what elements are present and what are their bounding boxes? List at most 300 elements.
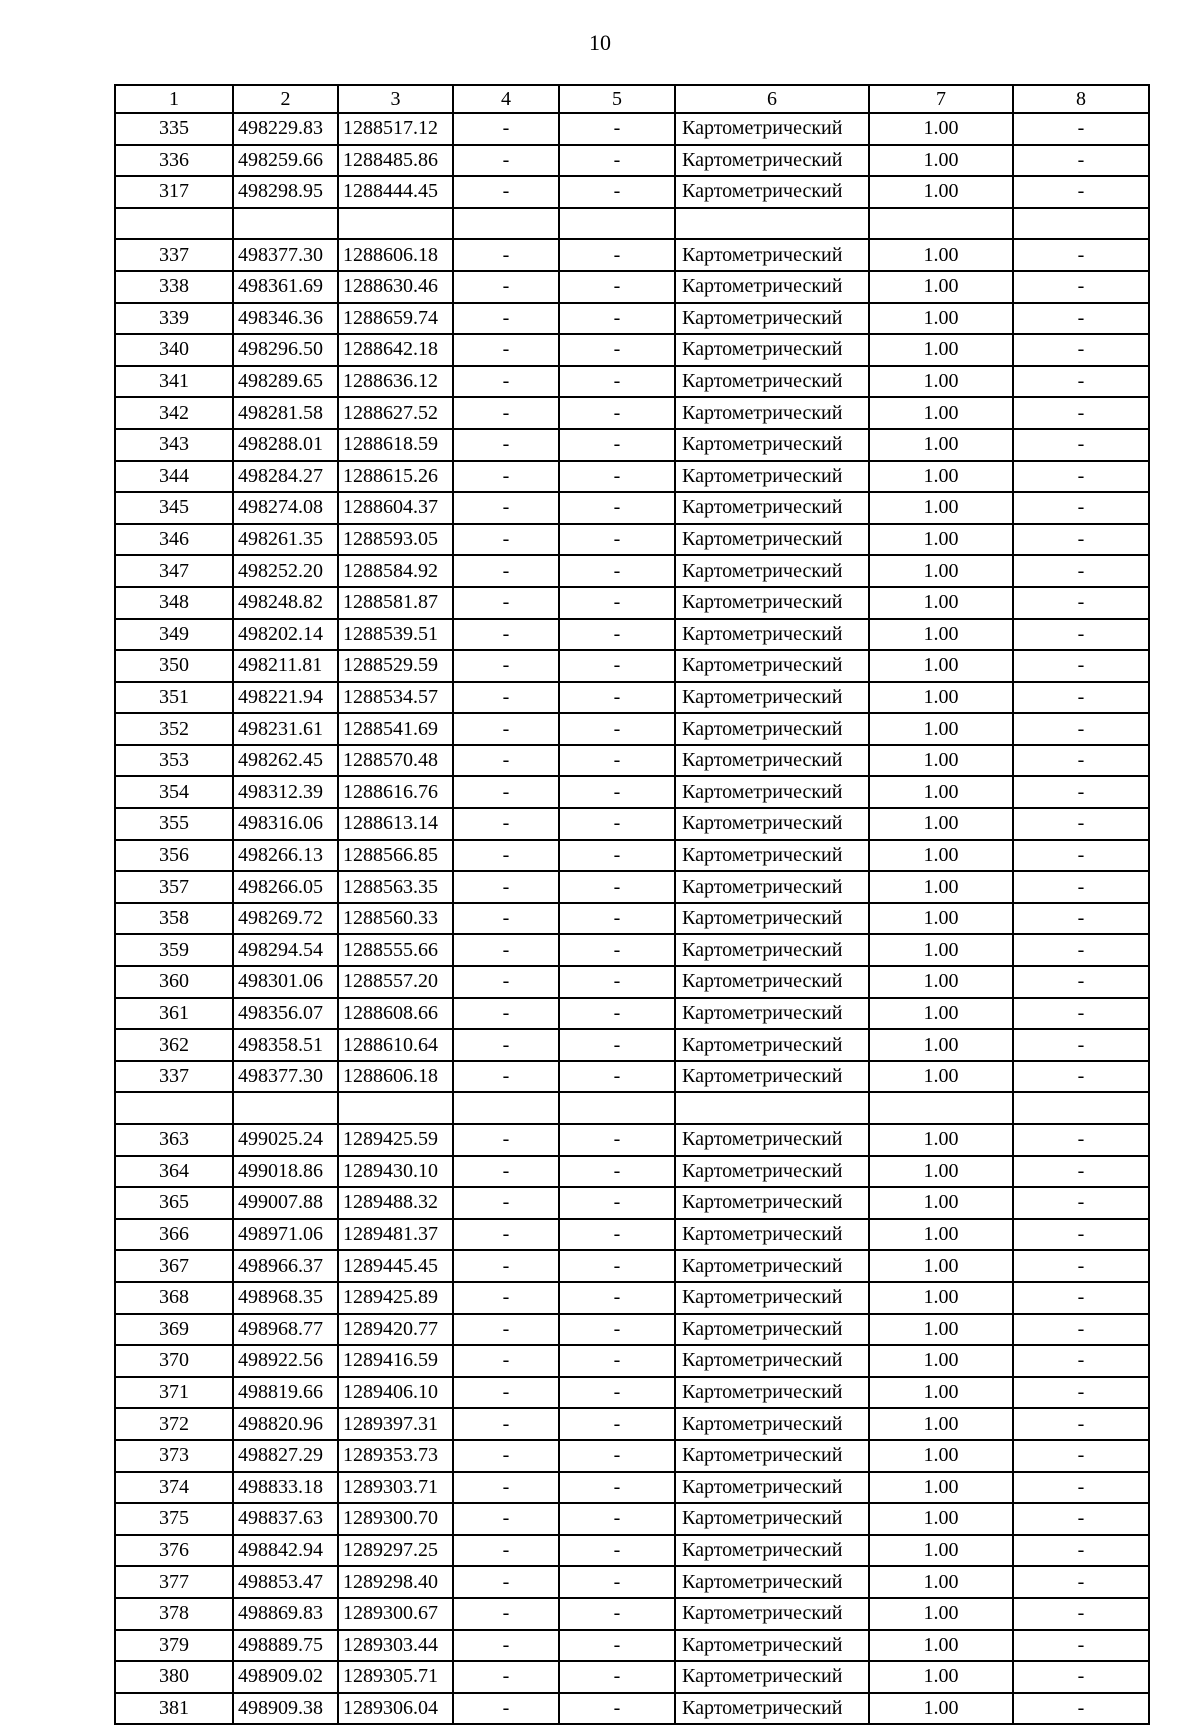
cell-x-coordinate: 498889.75: [233, 1630, 338, 1662]
cell-col-4-value: -: [453, 1598, 559, 1630]
cell-point-number: 378: [115, 1598, 233, 1630]
cell-method: Картометрический: [675, 397, 869, 429]
cell-method: Картометрический: [675, 145, 869, 177]
cell-accuracy: 1.00: [869, 1345, 1013, 1377]
cell-point-number: 380: [115, 1661, 233, 1693]
cell-method: Картометрический: [675, 334, 869, 366]
cell-accuracy: 1.00: [869, 113, 1013, 145]
cell-col-4-value: -: [453, 555, 559, 587]
cell-accuracy: 1.00: [869, 1124, 1013, 1156]
cell-x-coordinate: 498971.06: [233, 1219, 338, 1251]
table-row: [115, 1503, 1149, 1535]
cell-y-coordinate: 1289306.04: [338, 1693, 453, 1725]
cell-col-5-value: -: [559, 1156, 675, 1188]
cell-accuracy: 1.00: [869, 619, 1013, 651]
cell-y-coordinate: 1288610.64: [338, 1029, 453, 1061]
cell-accuracy: [869, 208, 1013, 240]
table-row: [115, 1219, 1149, 1251]
cell-y-coordinate: 1288581.87: [338, 587, 453, 619]
cell-col-8-value: -: [1013, 1282, 1149, 1314]
table-row: [115, 998, 1149, 1030]
cell-col-5-value: -: [559, 1535, 675, 1567]
cell-col-8-value: -: [1013, 1503, 1149, 1535]
cell-method: Картометрический: [675, 176, 869, 208]
cell-col-5-value: -: [559, 1472, 675, 1504]
cell-y-coordinate: 1289303.44: [338, 1630, 453, 1662]
table-row: [115, 776, 1149, 808]
table-row: [115, 1630, 1149, 1662]
cell-accuracy: 1.00: [869, 239, 1013, 271]
cell-y-coordinate: 1288563.35: [338, 871, 453, 903]
table-row: [115, 1345, 1149, 1377]
table-row: [115, 524, 1149, 556]
cell-point-number: 352: [115, 713, 233, 745]
cell-x-coordinate: [233, 1092, 338, 1124]
cell-col-5-value: -: [559, 176, 675, 208]
cell-point-number: 348: [115, 587, 233, 619]
cell-accuracy: 1.00: [869, 334, 1013, 366]
cell-col-8-value: -: [1013, 555, 1149, 587]
cell-col-5-value: -: [559, 1314, 675, 1346]
cell-x-coordinate: 498298.95: [233, 176, 338, 208]
table-body: [115, 113, 1149, 1724]
cell-method: Картометрический: [675, 934, 869, 966]
cell-col-8-value: -: [1013, 776, 1149, 808]
cell-col-4-value: -: [453, 145, 559, 177]
cell-point-number: 343: [115, 429, 233, 461]
cell-col-5-value: -: [559, 682, 675, 714]
table-row: [115, 1598, 1149, 1630]
cell-point-number: 365: [115, 1187, 233, 1219]
cell-y-coordinate: 1289425.89: [338, 1282, 453, 1314]
cell-y-coordinate: 1288659.74: [338, 303, 453, 335]
cell-point-number: 349: [115, 619, 233, 651]
cell-col-8-value: -: [1013, 619, 1149, 651]
cell-col-5-value: -: [559, 1061, 675, 1093]
cell-accuracy: 1.00: [869, 366, 1013, 398]
cell-col-8-value: -: [1013, 1408, 1149, 1440]
cell-col-4-value: -: [453, 271, 559, 303]
table-header: [115, 85, 1149, 113]
cell-col-5-value: -: [559, 619, 675, 651]
cell-method: Картометрический: [675, 587, 869, 619]
cell-y-coordinate: 1288539.51: [338, 619, 453, 651]
cell-col-8-value: -: [1013, 145, 1149, 177]
cell-point-number: [115, 1092, 233, 1124]
cell-method: Картометрический: [675, 966, 869, 998]
cell-x-coordinate: 498288.01: [233, 429, 338, 461]
cell-method: Картометрический: [675, 303, 869, 335]
cell-method: Картометрический: [675, 619, 869, 651]
cell-y-coordinate: 1289300.70: [338, 1503, 453, 1535]
cell-col-4-value: -: [453, 1503, 559, 1535]
cell-method: [675, 1092, 869, 1124]
cell-col-4-value: -: [453, 429, 559, 461]
table-row: [115, 871, 1149, 903]
cell-col-8-value: -: [1013, 1630, 1149, 1662]
coordinates-table: [114, 84, 1150, 1725]
cell-col-8-value: -: [1013, 1598, 1149, 1630]
cell-col-4-value: -: [453, 1061, 559, 1093]
cell-y-coordinate: 1288444.45: [338, 176, 453, 208]
cell-y-coordinate: 1289353.73: [338, 1440, 453, 1472]
cell-y-coordinate: 1288570.48: [338, 745, 453, 777]
cell-point-number: 377: [115, 1566, 233, 1598]
cell-point-number: 337: [115, 1061, 233, 1093]
cell-method: Картометрический: [675, 1219, 869, 1251]
cell-point-number: 367: [115, 1250, 233, 1282]
cell-point-number: 337: [115, 239, 233, 271]
cell-col-8-value: -: [1013, 998, 1149, 1030]
column-header-1: 1: [115, 85, 233, 113]
cell-col-5-value: -: [559, 145, 675, 177]
table-row: [115, 1472, 1149, 1504]
cell-point-number: [115, 208, 233, 240]
cell-point-number: 341: [115, 366, 233, 398]
cell-x-coordinate: 498281.58: [233, 397, 338, 429]
cell-x-coordinate: 498269.72: [233, 903, 338, 935]
table-row: [115, 587, 1149, 619]
cell-accuracy: 1.00: [869, 1661, 1013, 1693]
cell-accuracy: 1.00: [869, 492, 1013, 524]
cell-accuracy: 1.00: [869, 1535, 1013, 1567]
cell-method: Картометрический: [675, 1472, 869, 1504]
cell-point-number: 364: [115, 1156, 233, 1188]
cell-method: Картометрический: [675, 1345, 869, 1377]
cell-x-coordinate: 498301.06: [233, 966, 338, 998]
cell-y-coordinate: 1289305.71: [338, 1661, 453, 1693]
cell-col-8-value: -: [1013, 303, 1149, 335]
cell-y-coordinate: 1288485.86: [338, 145, 453, 177]
cell-col-5-value: -: [559, 1377, 675, 1409]
cell-x-coordinate: 498262.45: [233, 745, 338, 777]
table-row: [115, 650, 1149, 682]
cell-accuracy: 1.00: [869, 524, 1013, 556]
table-row: [115, 555, 1149, 587]
cell-col-4-value: -: [453, 650, 559, 682]
cell-accuracy: 1.00: [869, 1282, 1013, 1314]
cell-col-4-value: -: [453, 934, 559, 966]
cell-col-4-value: -: [453, 713, 559, 745]
cell-accuracy: 1.00: [869, 461, 1013, 493]
cell-x-coordinate: 498922.56: [233, 1345, 338, 1377]
cell-method: Картометрический: [675, 840, 869, 872]
cell-col-8-value: -: [1013, 1440, 1149, 1472]
cell-x-coordinate: 498252.20: [233, 555, 338, 587]
cell-col-8-value: -: [1013, 1693, 1149, 1725]
cell-method: Картометрический: [675, 1282, 869, 1314]
cell-y-coordinate: 1288615.26: [338, 461, 453, 493]
cell-method: Картометрический: [675, 1250, 869, 1282]
cell-point-number: 358: [115, 903, 233, 935]
header-row: [115, 85, 1149, 113]
cell-col-8-value: -: [1013, 1061, 1149, 1093]
cell-point-number: 347: [115, 555, 233, 587]
cell-point-number: 360: [115, 966, 233, 998]
cell-x-coordinate: 498966.37: [233, 1250, 338, 1282]
cell-col-4-value: -: [453, 239, 559, 271]
cell-col-8-value: -: [1013, 745, 1149, 777]
cell-col-5-value: -: [559, 1282, 675, 1314]
cell-accuracy: 1.00: [869, 871, 1013, 903]
cell-col-4-value: -: [453, 1219, 559, 1251]
column-header-3: 3: [338, 85, 453, 113]
cell-y-coordinate: 1288541.69: [338, 713, 453, 745]
cell-point-number: 356: [115, 840, 233, 872]
table-row: [115, 1282, 1149, 1314]
cell-x-coordinate: 498842.94: [233, 1535, 338, 1567]
cell-accuracy: 1.00: [869, 303, 1013, 335]
cell-point-number: 375: [115, 1503, 233, 1535]
cell-col-8-value: -: [1013, 429, 1149, 461]
cell-point-number: 374: [115, 1472, 233, 1504]
cell-method: Картометрический: [675, 1598, 869, 1630]
cell-col-5-value: -: [559, 998, 675, 1030]
cell-col-5-value: -: [559, 461, 675, 493]
cell-y-coordinate: 1289420.77: [338, 1314, 453, 1346]
cell-y-coordinate: 1289300.67: [338, 1598, 453, 1630]
cell-col-4-value: -: [453, 1408, 559, 1440]
cell-x-coordinate: 498266.05: [233, 871, 338, 903]
cell-x-coordinate: 499018.86: [233, 1156, 338, 1188]
table-row: [115, 1440, 1149, 1472]
cell-col-4-value: -: [453, 492, 559, 524]
cell-col-4-value: -: [453, 966, 559, 998]
table-row: [115, 145, 1149, 177]
cell-point-number: 346: [115, 524, 233, 556]
cell-col-8-value: -: [1013, 871, 1149, 903]
cell-y-coordinate: 1288566.85: [338, 840, 453, 872]
cell-col-8-value: -: [1013, 1345, 1149, 1377]
cell-x-coordinate: 498377.30: [233, 1061, 338, 1093]
cell-col-4-value: -: [453, 619, 559, 651]
cell-accuracy: 1.00: [869, 934, 1013, 966]
cell-x-coordinate: 498820.96: [233, 1408, 338, 1440]
cell-method: Картометрический: [675, 1029, 869, 1061]
cell-method: Картометрический: [675, 650, 869, 682]
cell-point-number: 340: [115, 334, 233, 366]
cell-point-number: 370: [115, 1345, 233, 1377]
cell-accuracy: 1.00: [869, 1061, 1013, 1093]
table-row: [115, 840, 1149, 872]
cell-x-coordinate: 498312.39: [233, 776, 338, 808]
cell-method: Картометрический: [675, 113, 869, 145]
table-row: [115, 934, 1149, 966]
cell-col-8-value: -: [1013, 840, 1149, 872]
cell-col-4-value: -: [453, 1124, 559, 1156]
cell-method: Картометрический: [675, 524, 869, 556]
cell-method: Картометрический: [675, 1377, 869, 1409]
column-header-5: 5: [559, 85, 675, 113]
cell-x-coordinate: 498266.13: [233, 840, 338, 872]
cell-col-8-value: -: [1013, 808, 1149, 840]
cell-point-number: 353: [115, 745, 233, 777]
table-row: [115, 1535, 1149, 1567]
cell-col-5-value: -: [559, 1124, 675, 1156]
cell-point-number: 351: [115, 682, 233, 714]
cell-accuracy: 1.00: [869, 271, 1013, 303]
cell-x-coordinate: 498819.66: [233, 1377, 338, 1409]
cell-accuracy: 1.00: [869, 1598, 1013, 1630]
cell-col-4-value: -: [453, 524, 559, 556]
cell-col-5-value: -: [559, 903, 675, 935]
cell-col-5-value: -: [559, 334, 675, 366]
cell-accuracy: 1.00: [869, 397, 1013, 429]
cell-col-5-value: -: [559, 1219, 675, 1251]
cell-col-4-value: -: [453, 808, 559, 840]
cell-accuracy: 1.00: [869, 776, 1013, 808]
cell-method: Картометрический: [675, 1124, 869, 1156]
cell-x-coordinate: 498202.14: [233, 619, 338, 651]
cell-col-4-value: [453, 208, 559, 240]
cell-col-8-value: -: [1013, 366, 1149, 398]
cell-col-4-value: -: [453, 871, 559, 903]
cell-col-4-value: -: [453, 1566, 559, 1598]
cell-point-number: 368: [115, 1282, 233, 1314]
cell-col-5-value: [559, 208, 675, 240]
cell-point-number: 362: [115, 1029, 233, 1061]
cell-accuracy: 1.00: [869, 1472, 1013, 1504]
cell-y-coordinate: 1288534.57: [338, 682, 453, 714]
cell-x-coordinate: 498968.35: [233, 1282, 338, 1314]
cell-method: Картометрический: [675, 745, 869, 777]
cell-method: Картометрический: [675, 1566, 869, 1598]
cell-y-coordinate: 1288613.14: [338, 808, 453, 840]
cell-col-5-value: -: [559, 1345, 675, 1377]
cell-y-coordinate: 1289303.71: [338, 1472, 453, 1504]
cell-y-coordinate: 1288584.92: [338, 555, 453, 587]
cell-col-4-value: [453, 1092, 559, 1124]
cell-method: Картометрический: [675, 871, 869, 903]
cell-col-5-value: -: [559, 303, 675, 335]
table-row: [115, 1566, 1149, 1598]
cell-col-4-value: -: [453, 1282, 559, 1314]
cell-point-number: 317: [115, 176, 233, 208]
cell-point-number: 379: [115, 1630, 233, 1662]
cell-point-number: 355: [115, 808, 233, 840]
cell-col-5-value: -: [559, 1661, 675, 1693]
cell-method: Картометрический: [675, 1630, 869, 1662]
cell-accuracy: 1.00: [869, 650, 1013, 682]
cell-y-coordinate: 1289297.25: [338, 1535, 453, 1567]
cell-col-8-value: -: [1013, 587, 1149, 619]
cell-col-4-value: -: [453, 1345, 559, 1377]
cell-col-5-value: -: [559, 397, 675, 429]
cell-accuracy: 1.00: [869, 145, 1013, 177]
cell-col-4-value: -: [453, 176, 559, 208]
cell-point-number: 381: [115, 1693, 233, 1725]
cell-col-8-value: -: [1013, 461, 1149, 493]
table-row: [115, 397, 1149, 429]
cell-col-8-value: -: [1013, 1472, 1149, 1504]
cell-point-number: 363: [115, 1124, 233, 1156]
cell-col-8-value: -: [1013, 524, 1149, 556]
cell-accuracy: [869, 1092, 1013, 1124]
cell-col-8-value: -: [1013, 334, 1149, 366]
cell-col-4-value: -: [453, 682, 559, 714]
cell-method: Картометрический: [675, 429, 869, 461]
cell-y-coordinate: 1288606.18: [338, 239, 453, 271]
cell-point-number: 342: [115, 397, 233, 429]
column-header-2: 2: [233, 85, 338, 113]
cell-col-8-value: -: [1013, 1124, 1149, 1156]
cell-col-5-value: -: [559, 1630, 675, 1662]
cell-accuracy: 1.00: [869, 903, 1013, 935]
cell-col-5-value: -: [559, 1250, 675, 1282]
cell-y-coordinate: 1289397.31: [338, 1408, 453, 1440]
cell-y-coordinate: 1288642.18: [338, 334, 453, 366]
cell-method: Картометрический: [675, 1187, 869, 1219]
cell-col-5-value: -: [559, 966, 675, 998]
cell-method: Картометрический: [675, 1503, 869, 1535]
table-row: [115, 208, 1149, 240]
cell-col-8-value: -: [1013, 713, 1149, 745]
cell-method: Картометрический: [675, 271, 869, 303]
cell-col-8-value: -: [1013, 1029, 1149, 1061]
cell-method: Картометрический: [675, 776, 869, 808]
cell-x-coordinate: 498229.83: [233, 113, 338, 145]
cell-col-5-value: -: [559, 934, 675, 966]
cell-y-coordinate: 1289430.10: [338, 1156, 453, 1188]
cell-method: Картометрический: [675, 555, 869, 587]
cell-col-4-value: -: [453, 1661, 559, 1693]
cell-col-4-value: -: [453, 113, 559, 145]
cell-method: Картометрический: [675, 1314, 869, 1346]
cell-accuracy: 1.00: [869, 1250, 1013, 1282]
cell-y-coordinate: 1289416.59: [338, 1345, 453, 1377]
cell-y-coordinate: 1288593.05: [338, 524, 453, 556]
cell-x-coordinate: 498837.63: [233, 1503, 338, 1535]
cell-method: Картометрический: [675, 1693, 869, 1725]
cell-x-coordinate: 498231.61: [233, 713, 338, 745]
cell-method: Картометрический: [675, 366, 869, 398]
cell-y-coordinate: 1288517.12: [338, 113, 453, 145]
cell-col-4-value: -: [453, 1535, 559, 1567]
cell-method: Картометрический: [675, 1535, 869, 1567]
cell-col-5-value: -: [559, 1566, 675, 1598]
cell-col-5-value: -: [559, 745, 675, 777]
cell-y-coordinate: 1289406.10: [338, 1377, 453, 1409]
cell-col-8-value: -: [1013, 1156, 1149, 1188]
cell-y-coordinate: [338, 208, 453, 240]
cell-y-coordinate: 1288555.66: [338, 934, 453, 966]
cell-col-5-value: -: [559, 429, 675, 461]
cell-y-coordinate: 1288606.18: [338, 1061, 453, 1093]
cell-x-coordinate: 499007.88: [233, 1187, 338, 1219]
cell-col-5-value: -: [559, 113, 675, 145]
cell-col-8-value: -: [1013, 1566, 1149, 1598]
cell-col-5-value: -: [559, 524, 675, 556]
cell-x-coordinate: 498294.54: [233, 934, 338, 966]
cell-col-4-value: -: [453, 1440, 559, 1472]
cell-point-number: 373: [115, 1440, 233, 1472]
table-row: [115, 903, 1149, 935]
column-header-8: 8: [1013, 85, 1149, 113]
cell-accuracy: 1.00: [869, 1187, 1013, 1219]
cell-y-coordinate: 1289425.59: [338, 1124, 453, 1156]
cell-x-coordinate: 498274.08: [233, 492, 338, 524]
cell-x-coordinate: 498853.47: [233, 1566, 338, 1598]
cell-accuracy: 1.00: [869, 1156, 1013, 1188]
cell-col-5-value: -: [559, 1693, 675, 1725]
cell-y-coordinate: 1288529.59: [338, 650, 453, 682]
cell-accuracy: 1.00: [869, 1377, 1013, 1409]
cell-accuracy: 1.00: [869, 1219, 1013, 1251]
cell-accuracy: 1.00: [869, 1440, 1013, 1472]
cell-col-8-value: -: [1013, 1377, 1149, 1409]
cell-point-number: 345: [115, 492, 233, 524]
cell-x-coordinate: 498358.51: [233, 1029, 338, 1061]
